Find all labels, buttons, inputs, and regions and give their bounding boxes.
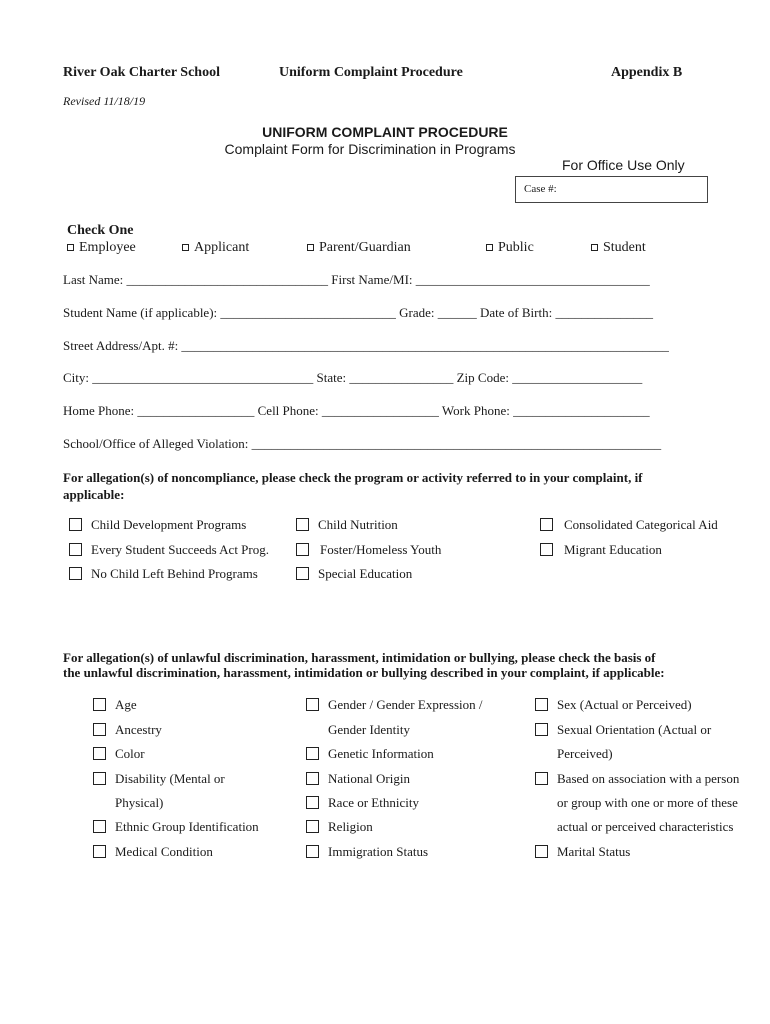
checkbox-race-ethnicity[interactable] [306,796,319,809]
city-state-zip-fields[interactable]: City: __________________________________ State: ________________ Zip Code: ____________________ [63,370,643,385]
address-field[interactable]: Street Address/Apt. #: ___________________________________________________________________________ [63,338,669,353]
form-title: UNIFORM COMPLAINT PROCEDURE [262,124,508,140]
checkbox-genetic-information[interactable] [306,747,319,760]
label-sex: Sex (Actual or Perceived) [557,697,692,712]
checkbox-consolidated-categorical-aid[interactable] [540,518,553,531]
label-ancestry: Ancestry [115,722,162,737]
procedure-name: Uniform Complaint Procedure [279,65,463,80]
checkbox-immigration-status[interactable] [306,845,319,858]
label-marital-status: Marital Status [557,844,631,859]
check-student[interactable] [591,240,646,256]
label-association-cont1: or group with one or more of these [557,795,738,810]
label-every-student-succeeds: Every Student Succeeds Act Prog. [91,542,269,557]
check-student-label: Student [603,240,646,255]
label-special-education: Special Education [318,566,413,581]
case-number-label: Case #: [524,183,557,195]
checkbox-association[interactable] [535,772,548,785]
label-genetic-information: Genetic Information [328,746,434,761]
label-no-child-left-behind: No Child Left Behind Programs [91,566,258,581]
checkbox-ancestry[interactable] [93,723,106,736]
check-one-heading: Check One [67,223,134,238]
checkbox-national-origin[interactable] [306,772,319,785]
check-public[interactable] [486,240,534,256]
office-use-label: For Office Use Only [562,157,685,173]
school-office-field[interactable]: School/Office of Alleged Violation: _______________________________________________________________ [63,436,662,451]
checkbox-icon [591,244,598,251]
phone-fields[interactable]: Home Phone: __________________ Cell Phone: __________________ Work Phone: _____________________ [63,403,650,418]
label-gender: Gender / Gender Expression / [328,697,483,712]
school-name: River Oak Charter School [63,65,220,80]
discrimination-prompt-line1: For allegation(s) of unlawful discrimination, harassment, intimidation or bullying, please check the basis of [63,650,656,665]
checkbox-migrant-education[interactable] [540,543,553,556]
checkbox-gender[interactable] [306,698,319,711]
label-ethnic-group: Ethnic Group Identification [115,819,259,834]
check-applicant-label: Applicant [194,240,250,255]
label-race-ethnicity: Race or Ethnicity [328,795,419,810]
check-parent-guardian-label: Parent/Guardian [319,240,411,255]
label-disability: Disability (Mental or [115,771,225,786]
checkbox-icon [182,244,189,251]
checkbox-every-student-succeeds[interactable] [69,543,82,556]
checkbox-disability[interactable] [93,772,106,785]
checkbox-medical-condition[interactable] [93,845,106,858]
checkbox-ethnic-group[interactable] [93,820,106,833]
label-foster-homeless: Foster/Homeless Youth [320,542,442,557]
label-sexual-orientation-cont: Perceived) [557,746,613,761]
check-employee-label: Employee [79,240,136,255]
label-association-cont2: actual or perceived characteristics [557,819,734,834]
checkbox-sexual-orientation[interactable] [535,723,548,736]
check-parent-guardian[interactable] [307,240,411,256]
form-subtitle: Complaint Form for Discrimination in Programs [224,141,516,157]
checkbox-child-development[interactable] [69,518,82,531]
check-public-label: Public [498,240,534,255]
label-national-origin: National Origin [328,771,410,786]
label-immigration-status: Immigration Status [328,844,429,859]
checkbox-age[interactable] [93,698,106,711]
name-fields[interactable]: Last Name: _______________________________ First Name/MI: ____________________________________ [63,272,650,287]
revised-date: Revised 11/18/19 [63,94,146,108]
appendix-label: Appendix B [611,65,683,80]
checkbox-child-nutrition[interactable] [296,518,309,531]
checkbox-icon [486,244,493,251]
checkbox-foster-homeless[interactable] [296,543,309,556]
label-gender-cont: Gender Identity [328,722,410,737]
label-consolidated-categorical-aid: Consolidated Categorical Aid [564,517,718,532]
label-migrant-education: Migrant Education [564,542,662,557]
check-employee[interactable] [67,240,136,256]
noncompliance-prompt: For allegation(s) of noncompliance, please check the program or activity referred to in your complaint, if applicable: [63,470,643,502]
checkbox-color[interactable] [93,747,106,760]
checkbox-special-education[interactable] [296,567,309,580]
label-child-nutrition: Child Nutrition [318,517,398,532]
checkbox-no-child-left-behind[interactable] [69,567,82,580]
discrimination-prompt-line2: the unlawful discrimination, harassment, intimidation or bullying described in your complaint, if applicable: [63,665,665,680]
label-disability-cont: Physical) [115,795,164,810]
student-fields[interactable]: Student Name (if applicable): ___________________________ Grade: ______ Date of Birth: _______________ [63,305,653,320]
label-color: Color [115,746,145,761]
label-child-development: Child Development Programs [91,517,247,532]
label-sexual-orientation: Sexual Orientation (Actual or [557,722,712,737]
checkbox-sex[interactable] [535,698,548,711]
check-applicant[interactable] [182,240,249,256]
label-age: Age [115,697,137,712]
checkbox-icon [307,244,314,251]
checkbox-icon [67,244,74,251]
label-religion: Religion [328,819,373,834]
label-association: Based on association with a person [557,771,740,786]
checkbox-marital-status[interactable] [535,845,548,858]
checkbox-religion[interactable] [306,820,319,833]
label-medical-condition: Medical Condition [115,844,213,859]
